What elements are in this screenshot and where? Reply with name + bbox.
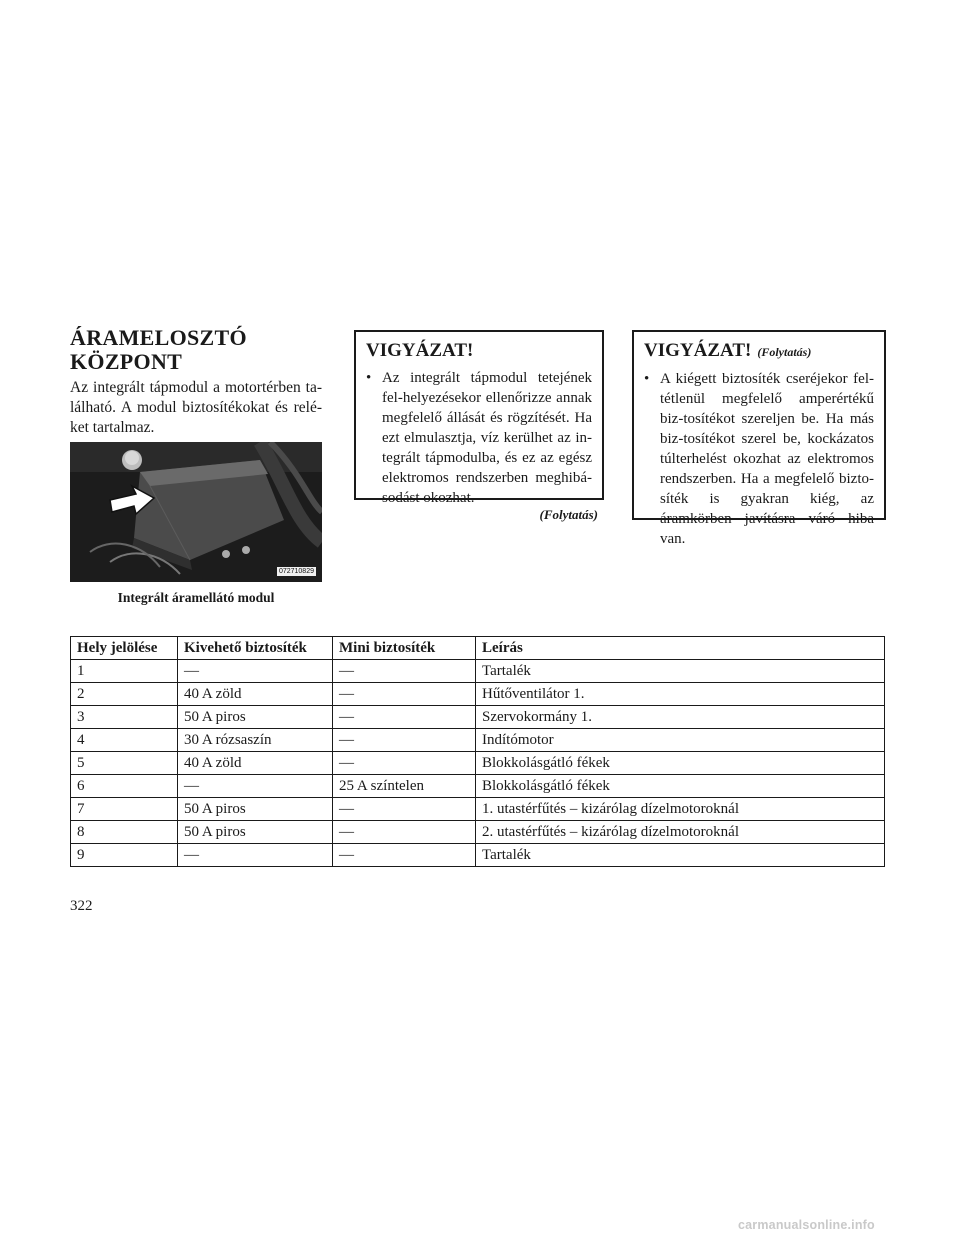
figure-caption: Integrált áramellátó modul <box>117 590 275 605</box>
table-cell: 25 A színtelen <box>333 775 476 798</box>
table-row <box>71 821 885 844</box>
warning-2-continued: (Folytatás) <box>757 345 812 359</box>
fuse-table <box>70 636 885 867</box>
warning-1-item <box>366 368 592 508</box>
warning-box-1 <box>354 330 604 506</box>
table-cell: — <box>333 706 476 729</box>
table-cell: 2. utastérfűtés – kizárólag dízelmotoroknál <box>476 821 885 844</box>
table-cell: — <box>333 660 476 683</box>
table-cell: Tartalék <box>476 844 885 867</box>
table-cell: Tartalék <box>476 660 885 683</box>
table-cell: — <box>333 821 476 844</box>
table-cell: 50 A piros <box>178 706 333 729</box>
warning-1-title: VIGYÁZAT! <box>366 340 474 361</box>
figure-code: 072710829 <box>278 568 314 575</box>
table-cell: Hűtőventilátor 1. <box>476 683 885 706</box>
table-cell: — <box>333 798 476 821</box>
table-cell: Blokkolásgátló fékek <box>476 775 885 798</box>
table-cell: 6 <box>71 775 178 798</box>
table-cell: 50 A piros <box>178 821 333 844</box>
power-module-photo <box>70 442 322 582</box>
table-cell: — <box>333 844 476 867</box>
table-cell: Indítómotor <box>476 729 885 752</box>
table-cell: 1 <box>71 660 178 683</box>
table-cell: 4 <box>71 729 178 752</box>
table-row <box>71 798 885 821</box>
table-cell: 5 <box>71 752 178 775</box>
bullet-icon: • <box>366 370 372 386</box>
warning-box-2 <box>632 330 886 547</box>
column-header-description: Leírás <box>476 637 885 660</box>
power-module-illustration <box>70 442 322 582</box>
watermark: carmanualsonline.info <box>738 1218 875 1232</box>
table-cell: — <box>333 683 476 706</box>
column-header-mini-fuse: Mini biztosíték <box>333 637 476 660</box>
page-number: 322 <box>70 898 93 914</box>
table-cell: 3 <box>71 706 178 729</box>
intro-paragraph: Az integrált tápmodul a motortérben ta-lálható. A modul biztosítékokat és relé-ket tartalmaz. <box>70 379 322 436</box>
table-row <box>71 683 885 706</box>
table-row <box>71 752 885 775</box>
table-cell: 8 <box>71 821 178 844</box>
table-cell: Szervokormány 1. <box>476 706 885 729</box>
table-row <box>71 706 885 729</box>
table-cell: 2 <box>71 683 178 706</box>
table-cell: 30 A rózsaszín <box>178 729 333 752</box>
table-cell: — <box>178 660 333 683</box>
table-cell: — <box>178 844 333 867</box>
table-cell: Blokkolásgátló fékek <box>476 752 885 775</box>
table-cell: 50 A piros <box>178 798 333 821</box>
warning-1-continued: (Folytatás) <box>539 507 598 522</box>
table-cell: — <box>333 729 476 752</box>
column-header-cartridge-fuse: Kivehető biztosíték <box>178 637 333 660</box>
section-heading-line1: ÁRAMELOSZTÓ <box>70 325 247 350</box>
table-cell: 7 <box>71 798 178 821</box>
bullet-icon: • <box>644 371 650 387</box>
table-row <box>71 729 885 752</box>
table-cell: 9 <box>71 844 178 867</box>
table-row <box>71 775 885 798</box>
warning-2-title-row <box>644 340 874 363</box>
column-header-location: Hely jelölése <box>71 637 178 660</box>
section-heading-line2: KÖZPONT <box>70 349 183 374</box>
table-row <box>71 844 885 867</box>
warning-2-text: A kiégett biztosíték cseréjekor fel-tétlenül megfelelő amperértékű biz-tosítékot szereljen be. Ha más biz-tosítékot szerel be, kockázatos túlterhelést okozhat az elektromos rendszerben. Ha a megfelelő bizto-síték is gyakran kiég, az áramkörben javításra váró hiba van. <box>660 371 874 547</box>
table-cell: — <box>333 752 476 775</box>
section-heading <box>70 326 330 374</box>
warning-2-title: VIGYÁZAT! <box>644 340 752 361</box>
table-header-row <box>71 637 885 660</box>
warning-2-item <box>644 369 874 549</box>
table-cell: 40 A zöld <box>178 683 333 706</box>
table-cell: 1. utastérfűtés – kizárólag dízelmotoroknál <box>476 798 885 821</box>
table-cell: — <box>178 775 333 798</box>
table-cell: 40 A zöld <box>178 752 333 775</box>
warning-1-text: Az integrált tápmodul tetejének fel-helyezésekor ellenőrizze annak megfelelő állását és rögzítését. Ha ezt elmulasztja, víz kerülhet az in-tegrált tápmodulba, és ez az egész elektromos rendszerben meghibá-sodást okozhat. <box>382 370 592 506</box>
table-row <box>71 660 885 683</box>
